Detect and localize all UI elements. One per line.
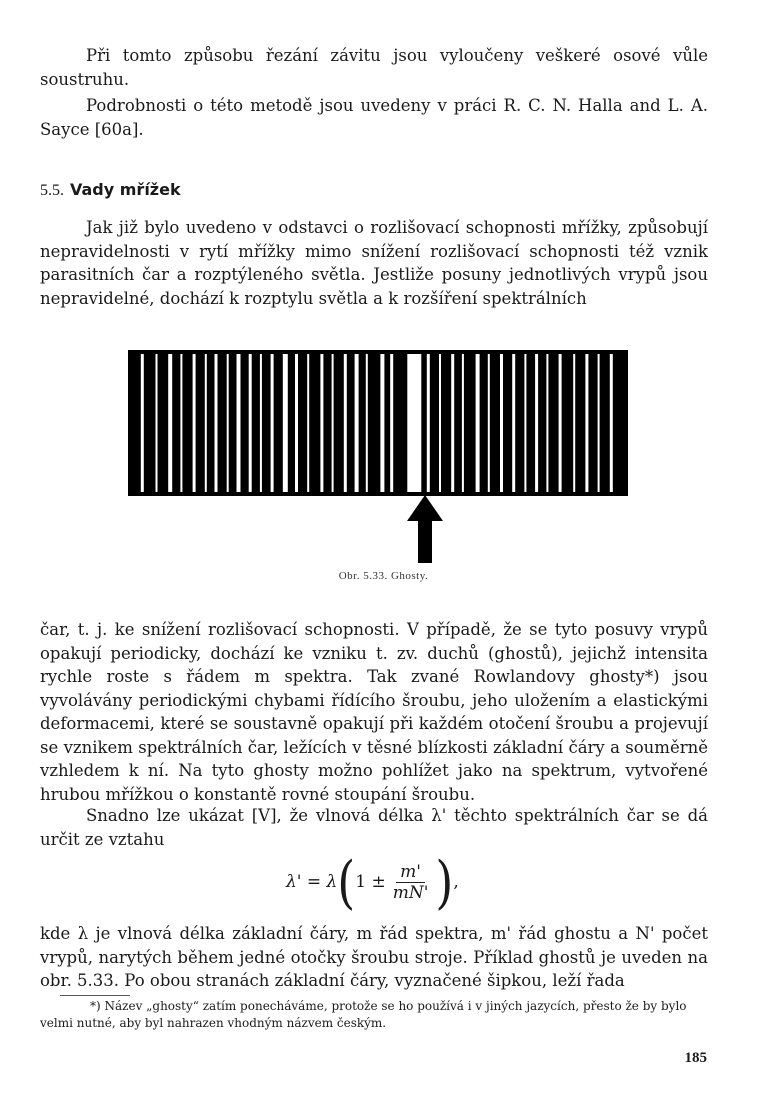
paragraph-definitions: kde λ je vlnová délka základní čáry, m řád spektra, m' řád ghostu a N' počet vrypů, narytých během jedné otočky šroubu stroje. Příklad ghostů je uveden na obr. 5.33. Po obou stranách základní čáry, vyznačené šipkou, leží řada: [40, 924, 708, 990]
grating-line: [488, 354, 490, 492]
paragraph-intro: Při tomto způsobu řezání závitu jsou vyloučeny veškeré osové vůle soustruhu.: [40, 46, 708, 89]
grating-lines-svg: [128, 350, 628, 496]
grating-line: [249, 354, 252, 492]
grating-line: [524, 354, 526, 492]
grating-line: [598, 354, 600, 492]
grating-line: [260, 354, 262, 492]
left-paren: (: [337, 848, 356, 916]
section-title: Vady mřížek: [70, 180, 181, 199]
grating-line: [332, 354, 334, 492]
grating-line: [215, 354, 218, 492]
arrow-up-icon: [407, 495, 443, 563]
grating-line: [462, 354, 464, 492]
formula-one-pm: 1 ±: [355, 872, 386, 892]
grating-line: [307, 354, 309, 492]
grating-line: [156, 354, 158, 492]
grating-line: [168, 354, 172, 492]
grating-line: [407, 354, 421, 492]
formula-numerator: m': [396, 862, 425, 883]
grating-line: [271, 354, 274, 492]
grating-line: [610, 354, 613, 492]
section-number: 5.5.: [40, 182, 64, 199]
footnote: *) Název „ghosty“ zatím ponecháváme, protože se ho používá i v jiných jazycích, přesto že by bylo velmi nutné, aby byl nahrazen vhodným názvem českým.: [40, 999, 687, 1030]
paragraph-grating-defects: Jak již bylo uvedeno v odstavci o rozlišovací schopnosti mřížky, způsobují nepravidelnosti v rytí mřížky mimo snížení rozlišovací schopnosti též vznik parasitních čar a rozptýleného světla. Jestliže posuny jednotlivých vrypů jsou nepravidelné, dochází k rozptylu světla a k rozšíření spektrálních: [40, 218, 708, 308]
wavelength-formula: [286, 848, 459, 916]
grating-line: [366, 354, 368, 492]
grating-line: [546, 354, 548, 492]
grating-line: [476, 354, 480, 492]
grating-line: [344, 354, 347, 492]
grating-line: [380, 354, 384, 492]
grating-line: [512, 354, 515, 492]
formula-denominator: mN': [392, 882, 429, 903]
grating-line: [193, 354, 196, 492]
grating-line: [320, 354, 323, 492]
right-paren: ): [435, 848, 454, 916]
section-heading: [40, 180, 181, 200]
grating-line: [573, 354, 575, 492]
grating-line: [427, 354, 430, 492]
grating-line: [451, 354, 454, 492]
grating-line: [390, 354, 393, 492]
grating-line: [141, 354, 144, 492]
paragraph-ghosts: čar, t. j. ke snížení rozlišovací schopnosti. V případě, že se tyto posuvy vrypů opakují periodicky, dochází ke vzniku t. zv. duchů (ghostů), jejichž intensita rychle roste s řádem m spektra. Tak zvané Rowlandovy ghosty*) jsou vyvolávány periodickými chybami řídícího šroubu, jeho uložením a elastickými deformacemi, které se soustavně opakují při každém otočení šroubu a projevují se vznikem spektrálních čar, ležících v těsné blízkosti základní čáry a souměrně vzhledem k ní. Na tyto ghosty možno pohlížet jako na spektrum, vytvořené hrubou mřížkou o konstantě rovné stoupání šroubu.: [40, 620, 708, 804]
grating-ghost-figure: [128, 350, 628, 496]
paragraph-wavelength-intro: Snadno lze ukázat [V], že vlnová délka λ' těchto spektrálních čar se dá určit ze vztahu: [40, 806, 708, 849]
grating-line: [180, 354, 182, 492]
grating-line: [237, 354, 241, 492]
grating-line: [535, 354, 538, 492]
grating-line: [585, 354, 588, 492]
grating-line: [283, 354, 288, 492]
footnote-rule: [60, 995, 130, 996]
grating-line: [500, 354, 503, 492]
grating-line: [559, 354, 562, 492]
grating-line: [227, 354, 229, 492]
formula-lhs: λ' = λ: [286, 872, 338, 892]
formula-fraction: [389, 862, 433, 903]
formula-trail: ,: [453, 872, 459, 892]
figure-caption: Obr. 5.33. Ghosty.: [338, 570, 429, 582]
page-number: 185: [684, 1050, 707, 1066]
grating-line: [205, 354, 207, 492]
paragraph-reference: Podrobnosti o této metodě jsou uvedeny v práci R. C. N. Halla and L. A. Sayce [60a].: [40, 96, 708, 139]
grating-line: [355, 354, 359, 492]
grating-line: [295, 354, 298, 492]
grating-line: [439, 354, 441, 492]
